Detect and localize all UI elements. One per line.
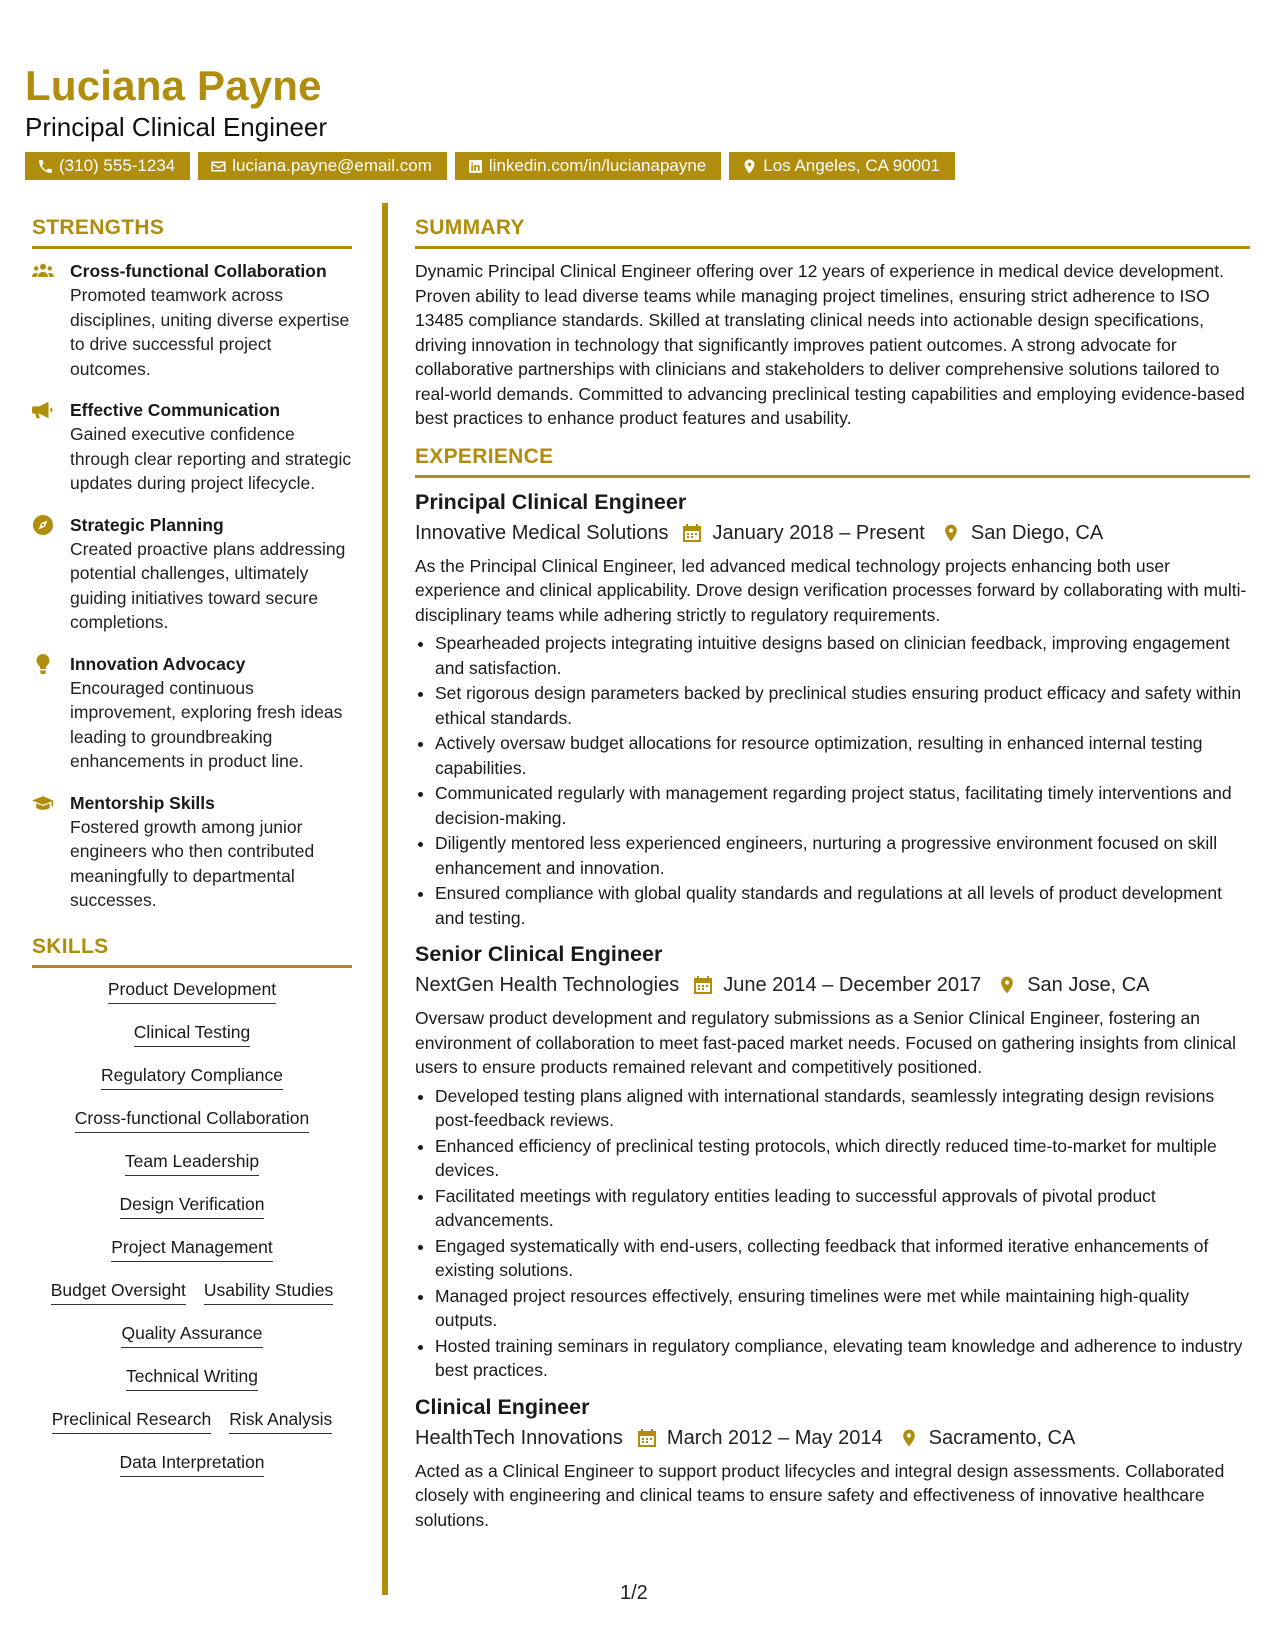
right-column <box>415 216 1250 1532</box>
skill-tag: Cross-functional Collaboration <box>75 1107 309 1133</box>
page-number: 1/2 <box>620 1582 648 1604</box>
job-dates: June 2014 – December 2017 <box>723 974 982 996</box>
strengths-heading: STRENGTHS <box>32 216 352 249</box>
list-item: • Communicated regularly with management regarding project status, facilitating timely interventions and decision-making. <box>435 781 1250 830</box>
experience-heading: EXPERIENCE <box>415 445 1250 478</box>
skill-tag: Team Leadership <box>125 1150 259 1176</box>
megaphone-icon <box>32 400 54 420</box>
strength-item <box>32 652 352 774</box>
phone-text: (310) 555-1234 <box>59 156 176 175</box>
strength-title: Strategic Planning <box>70 514 224 535</box>
calendar-icon <box>682 523 702 543</box>
job-description: Acted as a Clinical Engineer to support product lifecycles and integral design assessments. Collaborated closely with engineering and clinical teams to ensure safety and effectiveness of innovative healthcare solutions. <box>415 1460 1225 1530</box>
strength-desc: Fostered growth among junior engineers who then contributed meaningfully to departmental successes. <box>70 816 315 910</box>
job-location: San Diego, CA <box>970 521 1104 544</box>
job-entry <box>415 488 1250 931</box>
list-item: • Ensured compliance with global quality standards and regulations at all levels of product development and testing. <box>435 881 1250 930</box>
skill-tag: Design Verification <box>120 1193 265 1219</box>
job-meta <box>415 1423 1250 1453</box>
list-item: • Managed project resources effectively, ensuring timelines were met while maintaining high-quality outputs. <box>435 1284 1250 1333</box>
left-column <box>32 216 352 1494</box>
job-company: Innovative Medical Solutions <box>415 521 669 544</box>
skill-tag: Quality Assurance <box>121 1322 262 1348</box>
strength-title: Innovation Advocacy <box>70 653 246 674</box>
skills-list <box>32 978 352 1477</box>
list-item: • Developed testing plans aligned with international standards, seamlessly integrating design revisions post-feedback reviews. <box>435 1084 1250 1133</box>
strength-desc: Created proactive plans addressing potential challenges, ultimately guiding initiatives toward secure completions. <box>70 538 346 632</box>
job-meta <box>415 970 1250 1000</box>
phone-icon <box>37 158 54 175</box>
job-title: Senior Clinical Engineer <box>415 942 663 966</box>
skill-tag: Clinical Testing <box>134 1021 250 1047</box>
skill-tag: Usability Studies <box>204 1279 333 1305</box>
job-meta <box>415 518 1250 548</box>
graduation-cap-icon <box>32 793 54 813</box>
skill-tag: Regulatory Compliance <box>101 1064 283 1090</box>
email-text: luciana.payne@email.com <box>232 156 432 175</box>
list-item: • Diligently mentored less experienced engineers, nurturing a progressive environment focused on skill enhancement and innovation. <box>435 831 1250 880</box>
compass-icon <box>32 515 54 535</box>
map-pin-icon <box>997 975 1017 995</box>
map-pin-icon <box>899 1428 919 1448</box>
job-location: Sacramento, CA <box>928 1426 1076 1449</box>
map-pin-icon <box>741 158 758 175</box>
phone-chip[interactable] <box>25 152 190 180</box>
strength-item <box>32 259 352 381</box>
job-entry <box>415 1393 1250 1533</box>
location-text: Los Angeles, CA 90001 <box>763 156 941 175</box>
summary-text: Dynamic Principal Clinical Engineer offering over 12 years of experience in medical device development. Proven ability to lead diverse teams while managing project timelines, ensuring strict adherence to ISO 13485 compliance standards. Skilled at translating clinical needs into actionable design specifications, driving innovation in technology that significantly improves patient outcomes. A strong advocate for collaborative partnerships with clinicians and stakeholders to deliver comprehensive solutions tailored to real-world demands. Committed to advancing preclinical testing capabilities and employing evidence-based best practices to enhance product features and usability. <box>415 261 1245 428</box>
calendar-icon <box>693 975 713 995</box>
email-chip[interactable] <box>198 152 447 180</box>
job-bullets <box>415 1084 1250 1383</box>
job-title: Principal Clinical Engineer <box>415 489 687 514</box>
candidate-name: Luciana Payne <box>25 62 322 109</box>
job-location: San Jose, CA <box>1027 974 1150 996</box>
users-icon <box>32 261 54 281</box>
strength-title: Effective Communication <box>70 400 281 420</box>
strength-desc: Gained executive confidence through clear reporting and strategic updates during project lifecycle. <box>70 424 352 493</box>
job-entry <box>415 940 1250 1383</box>
skill-tag: Data Interpretation <box>120 1451 265 1477</box>
list-item: • Enhanced efficiency of preclinical testing protocols, which directly reduced time-to-market for multiple devices. <box>435 1134 1250 1183</box>
job-dates: January 2018 – Present <box>712 521 925 544</box>
envelope-icon <box>210 158 227 175</box>
job-company: NextGen Health Technologies <box>415 974 680 996</box>
strength-item <box>32 791 352 913</box>
job-bullets <box>415 631 1250 930</box>
map-pin-icon <box>941 523 961 543</box>
linkedin-text: linkedin.com/in/lucianapayne <box>488 156 707 175</box>
strength-title: Mentorship Skills <box>70 792 215 813</box>
list-item: • Actively oversaw budget allocations for resource optimization, resulting in enhanced internal testing capabilities. <box>435 731 1250 780</box>
list-item: • Facilitated meetings with regulatory entities leading to successful approvals of pivotal product advancements. <box>435 1184 1250 1233</box>
skill-tag: Risk Analysis <box>229 1408 332 1434</box>
strength-title: Cross-functional Collaboration <box>70 261 327 281</box>
strength-desc: Promoted teamwork across disciplines, uniting diverse expertise to drive successful project outcomes. <box>70 285 350 379</box>
job-title: Clinical Engineer <box>415 1394 590 1419</box>
strength-item <box>32 513 352 635</box>
linkedin-chip[interactable] <box>455 152 721 180</box>
skill-tag: Product Development <box>108 978 276 1004</box>
location-chip <box>729 152 955 180</box>
contact-bar <box>25 152 955 180</box>
skills-heading: SKILLS <box>32 935 352 968</box>
candidate-title: Principal Clinical Engineer <box>25 112 328 142</box>
list-item: • Set rigorous design parameters backed by preclinical studies ensuring product efficacy and safety within ethical standards. <box>435 681 1250 730</box>
summary-heading: SUMMARY <box>415 216 1250 249</box>
skill-tag: Budget Oversight <box>51 1279 186 1305</box>
job-dates: March 2012 – May 2014 <box>666 1426 883 1449</box>
job-description: As the Principal Clinical Engineer, led advanced medical technology projects enhancing both user experience and clinical applicability. Drove design verification processes forward by collaborating with multi-disciplinary teams while adhering strictly to regulatory requirements. <box>415 555 1247 625</box>
job-company: HealthTech Innovations <box>415 1426 623 1449</box>
skill-tag: Project Management <box>111 1236 272 1262</box>
job-description: Oversaw product development and regulatory submissions as a Senior Clinical Engineer, fostering an environment of collaboration to meet fast-paced market needs. Focused on gathering insights from clinical users to ensure products remained relevant and competitively positioned. <box>415 1008 1236 1077</box>
linkedin-icon <box>467 158 484 175</box>
strength-item <box>32 398 352 496</box>
list-item: • Engaged systematically with end-users, collecting feedback that informed iterative enhancements of existing solutions. <box>435 1234 1250 1283</box>
strength-desc: Encouraged continuous improvement, exploring fresh ideas leading to groundbreaking enhancements in product line. <box>70 677 343 771</box>
calendar-icon <box>637 1428 657 1448</box>
list-item: • Spearheaded projects integrating intuitive designs based on clinician feedback, improving engagement and satisfaction. <box>435 631 1250 680</box>
column-divider <box>382 203 388 1595</box>
skill-tag: Preclinical Research <box>52 1408 212 1434</box>
list-item: • Hosted training seminars in regulatory compliance, elevating team knowledge and adherence to industry best practices. <box>435 1334 1250 1383</box>
skill-tag: Technical Writing <box>126 1365 258 1391</box>
lightbulb-icon <box>32 654 54 674</box>
